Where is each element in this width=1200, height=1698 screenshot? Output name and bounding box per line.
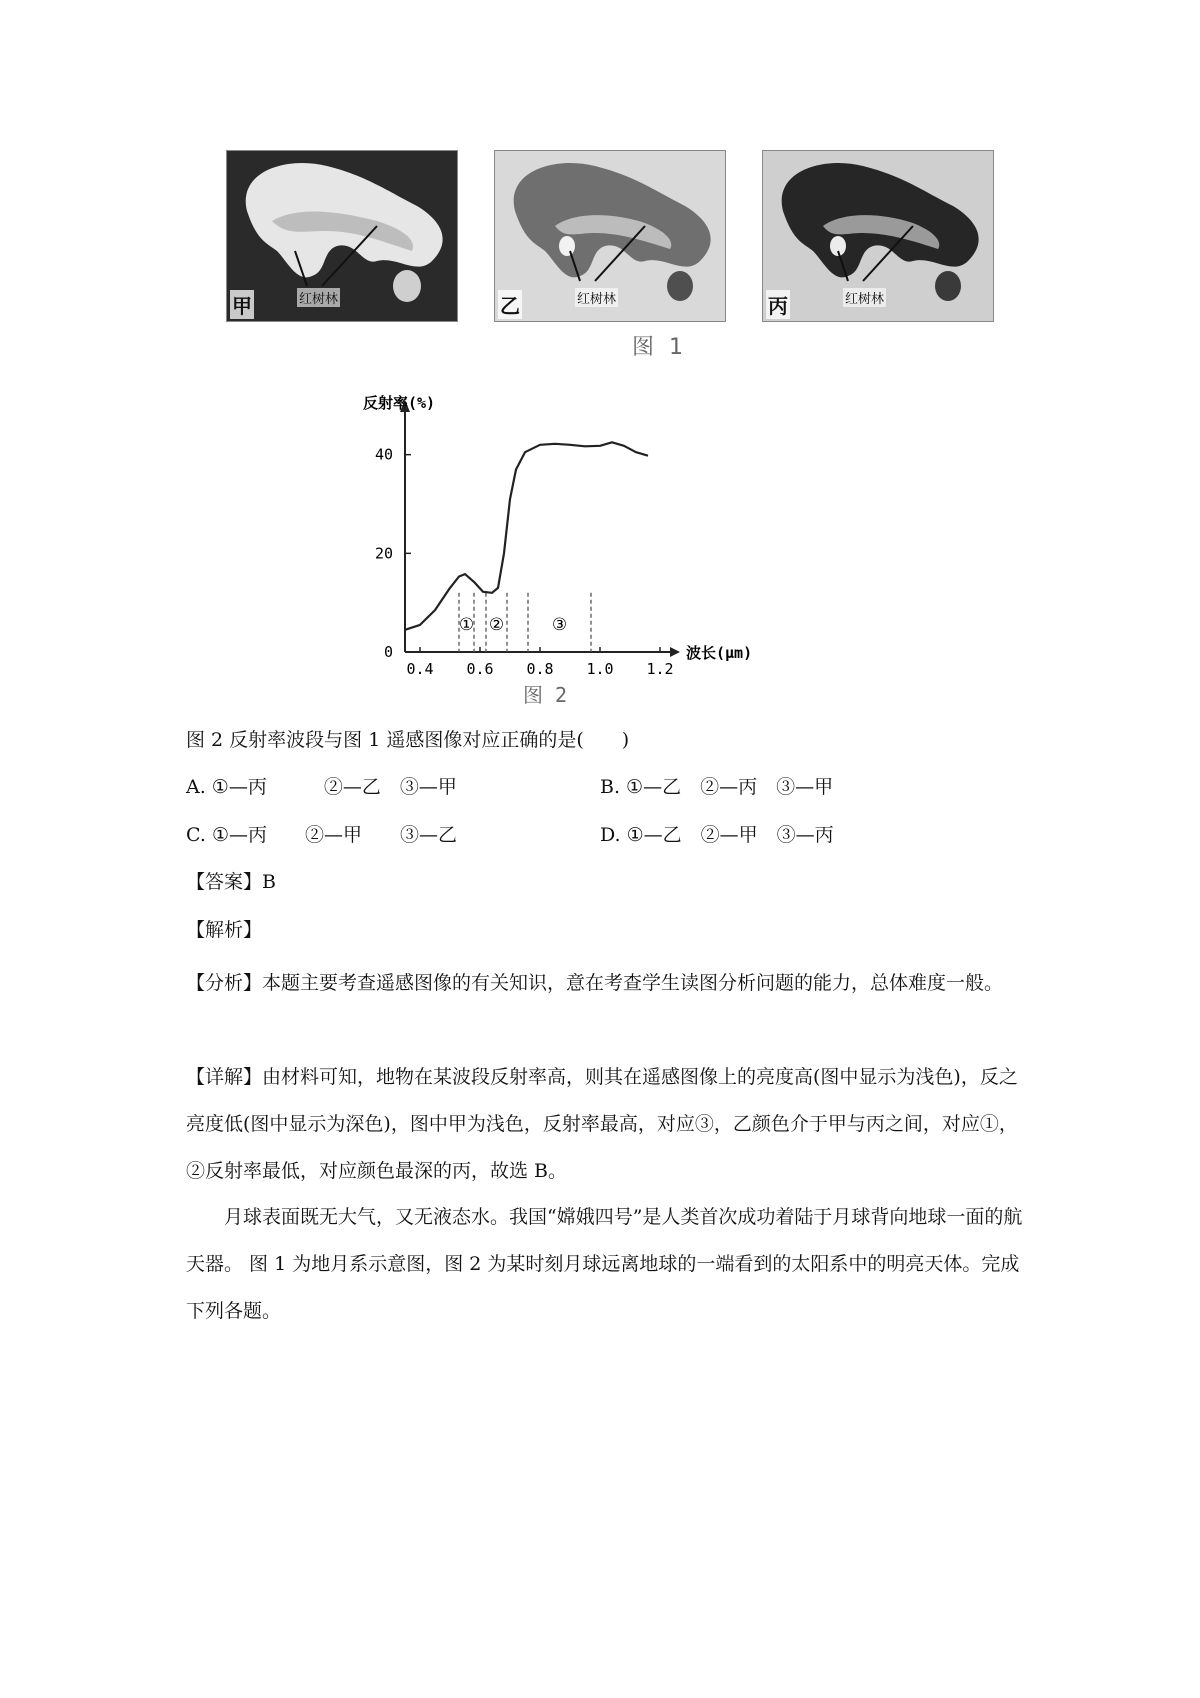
option-d: D. ①—乙 ②—甲 ③—丙	[600, 824, 834, 846]
option-a: A. ①—丙 ②—乙 ③—甲	[186, 776, 457, 798]
option-c: C. ①—丙 ②—甲 ③—乙	[186, 824, 457, 846]
y-tick-label: 20	[374, 544, 393, 563]
analysis-header: 【解析】	[186, 919, 263, 941]
figure-1-caption: 图 1	[632, 335, 687, 360]
panel-callout: 红树林	[843, 288, 886, 307]
panel-callout: 红树林	[297, 288, 340, 307]
reflectance-chart-svg	[360, 390, 780, 710]
band-label: ③	[551, 614, 568, 635]
chart-title: 图 2	[522, 683, 568, 707]
x-axis-label: 波长(μm)	[686, 644, 753, 662]
option-b: B. ①—乙 ②—丙 ③—甲	[600, 776, 834, 798]
panel-label: 丙	[766, 290, 790, 319]
panel-label: 甲	[230, 290, 254, 319]
band-label: ②	[488, 614, 505, 635]
x-tick-label: 1.0	[586, 660, 614, 678]
y-tick-label: 40	[374, 445, 393, 464]
next-material: 月球表面既无大气，又无液态水。我国“嫦娥四号”是人类首次成功着陆于月球背向地球一面的航天器。 图 1 为地月系示意图，图 2 为某时刻月球远离地球的一端看到的太阳系中的明亮天体。完成下列各题。	[186, 1206, 1023, 1322]
x-tick-label: 0.8	[526, 660, 554, 678]
question-stem: 图 2 反射率波段与图 1 遥感图像对应正确的是( )	[186, 729, 630, 751]
answer-line: 【答案】B	[186, 871, 276, 893]
x-axis-arrow	[670, 647, 680, 657]
y-axis-label: 反射率(%)	[363, 394, 436, 412]
remote-sensing-image-bing	[762, 150, 994, 322]
x-tick-label: 1.2	[646, 660, 674, 678]
x-tick-label: 0.4	[406, 660, 434, 678]
panel-label: 乙	[498, 290, 522, 319]
x-tick-label: 0.6	[466, 660, 494, 678]
y-tick-label: 0	[383, 643, 393, 661]
reflectance-chart	[360, 390, 780, 710]
panel-callout: 红树林	[575, 288, 618, 307]
remote-sensing-image-yi	[494, 150, 726, 322]
reflectance-series-line	[405, 442, 648, 630]
analysis-detail: 【详解】由材料可知，地物在某波段反射率高，则其在遥感图像上的亮度高(图中显示为浅色)，反之亮度低(图中显示为深色)，图中甲为浅色，反射率最高，对应③，乙颜色介于甲与丙之间，对应①，②反射率最低，对应颜色最深的丙，故选 B。	[186, 1066, 1018, 1182]
figure-1	[226, 150, 992, 324]
remote-sensing-image-jia	[226, 150, 458, 322]
band-label: ①	[458, 614, 475, 635]
analysis-fenxi: 【分析】本题主要考查遥感图像的有关知识，意在考查学生读图分析问题的能力，总体难度一般。	[186, 972, 1004, 994]
